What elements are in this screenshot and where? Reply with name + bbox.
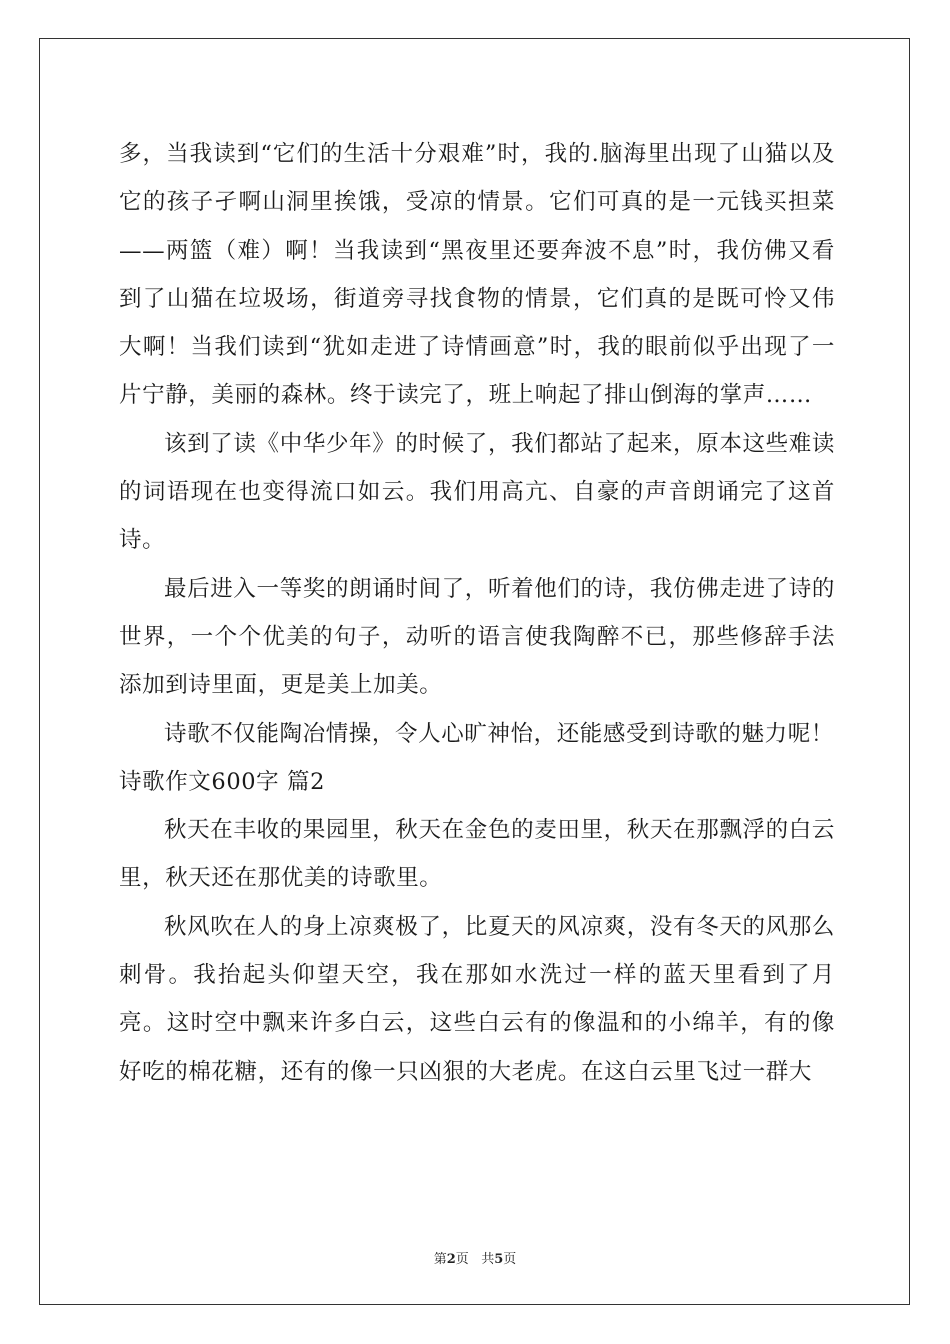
paragraph: 最后进入一等奖的朗诵时间了，听着他们的诗，我仿佛走进了诗的世界，一个个优美的句子，动听的语言使我陶醉不已，那些修辞手法添加到诗里面，更是美上加美。 <box>119 575 835 699</box>
total-prefix: 共 <box>481 1252 495 1267</box>
paragraph: 该到了读《中华少年》的时候了，我们都站了起来，原本这些难读的词语现在也变得流口如云。我们用高亢、自豪的声音朗诵完了这首诗。 <box>119 430 835 554</box>
total-suffix: 页 <box>503 1252 517 1267</box>
page-prefix: 第 <box>433 1252 447 1267</box>
paragraph: 秋风吹在人的身上凉爽极了，比夏天的风凉爽，没有冬天的风那么刺骨。我抬起头仰望天空，我在那如水洗过一样的蓝天里看到了月亮。这时空中飘来许多白云，这些白云有的像温和的小绵羊，有的像好吃的棉花糖，还有的像一只凶狠的大老虎。在这白云里飞过一群大 <box>119 913 835 1085</box>
paragraph-continued: 多，当我读到“它们的生活十分艰难”时，我的.脑海里出现了山猫以及它的孩子孑啊山洞里挨饿，受凉的情景。它们可真的是一元钱买担菜——两篮（难）啊！当我读到“黑夜里还要奔波不息”时，我仿佛又看到了山猫在垃圾场，街道旁寻找食物的情景，它们真的是既可怜又伟大啊！当我们读到“犹如走进了诗情画意”时，我的眼前似乎出现了一片宁静，美丽的森林。终于读完了，班上响起了排山倒海的掌声…… <box>119 141 835 409</box>
paragraph: 秋天在丰收的果园里，秋天在金色的麦田里，秋天在那飘浮的白云里，秋天还在那优美的诗歌里。 <box>119 817 835 892</box>
page-number: 2 <box>446 1252 456 1267</box>
paragraph: 诗歌不仅能陶冶情操，令人心旷神怡，还能感受到诗歌的魅力呢！ <box>164 720 834 747</box>
document-body <box>119 130 835 1096</box>
section-heading: 诗歌作文600字 篇2 <box>119 768 326 795</box>
total-pages: 5 <box>494 1252 504 1267</box>
page-footer <box>0 1248 950 1267</box>
page-suffix: 页 <box>455 1252 469 1267</box>
